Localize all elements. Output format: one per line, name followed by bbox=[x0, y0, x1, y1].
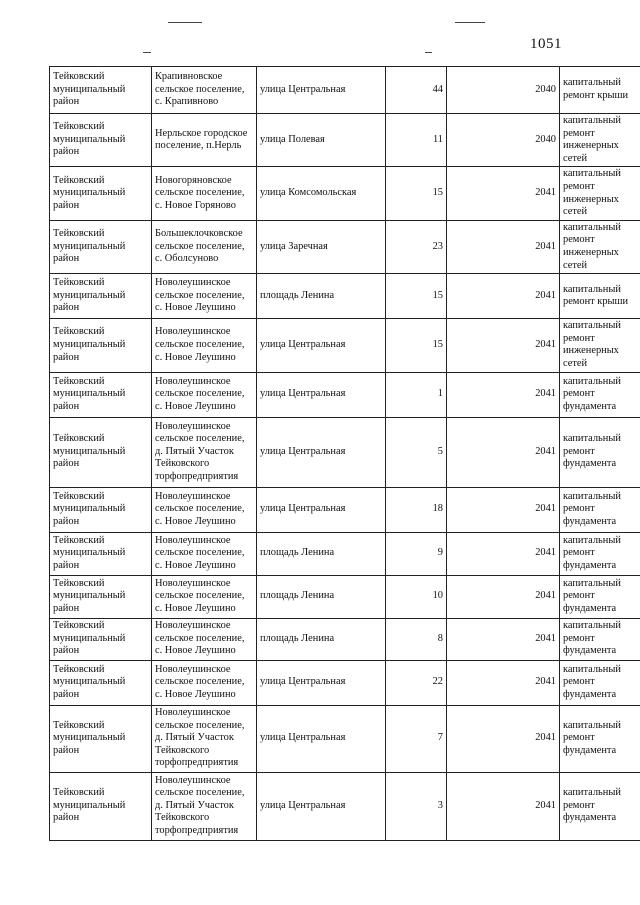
district-text: Тейковский муниципальный район bbox=[53, 326, 126, 363]
cell-settlement bbox=[152, 372, 257, 417]
work-text: капитальный ремонт инженерных сетей bbox=[563, 115, 621, 164]
cell-year bbox=[447, 575, 560, 618]
cell-settlement bbox=[152, 220, 257, 273]
cell-year bbox=[447, 487, 560, 532]
house-text: 22 bbox=[432, 676, 443, 688]
table-row bbox=[50, 772, 640, 840]
table-row bbox=[50, 114, 640, 167]
cell-district bbox=[50, 67, 152, 114]
street-text: улица Центральная bbox=[260, 676, 346, 688]
cell-street bbox=[257, 167, 386, 220]
year-text: 2040 bbox=[535, 133, 556, 145]
house-text: 23 bbox=[432, 240, 443, 252]
cell-year bbox=[447, 319, 560, 372]
cell-settlement bbox=[152, 575, 257, 618]
street-text: улица Центральная bbox=[260, 339, 346, 351]
cell-year bbox=[447, 772, 560, 840]
cell-year bbox=[447, 114, 560, 167]
cell-year bbox=[447, 660, 560, 705]
cell-work bbox=[560, 487, 640, 532]
cell-work bbox=[560, 372, 640, 417]
year-text: 2041 bbox=[535, 240, 556, 252]
cell-house bbox=[386, 660, 447, 705]
house-text: 8 bbox=[437, 632, 443, 644]
cell-house bbox=[386, 114, 447, 167]
cell-district bbox=[50, 532, 152, 575]
settlement-text: Новолеушинское сельское поселение, с. Новое Леушино bbox=[155, 490, 245, 527]
settlement-text: Новолеушинское сельское поселение, с. Новое Леушино bbox=[155, 277, 245, 314]
cell-street bbox=[257, 67, 386, 114]
cell-year bbox=[447, 618, 560, 660]
cell-street bbox=[257, 372, 386, 417]
table-row bbox=[50, 575, 640, 618]
settlement-text: Новолеушинское сельское поселение, д. Пятый Участок Тейковского торфопредприятия bbox=[155, 774, 245, 836]
cell-year bbox=[447, 167, 560, 220]
work-text: капитальный ремонт фундамента bbox=[563, 620, 621, 657]
cell-work bbox=[560, 772, 640, 840]
year-text: 2041 bbox=[535, 388, 556, 400]
cell-district bbox=[50, 705, 152, 772]
cell-street bbox=[257, 532, 386, 575]
cell-settlement bbox=[152, 114, 257, 167]
cell-settlement bbox=[152, 705, 257, 772]
cell-district bbox=[50, 114, 152, 167]
cell-work bbox=[560, 575, 640, 618]
cell-district bbox=[50, 575, 152, 618]
house-text: 9 bbox=[437, 547, 443, 559]
table-row bbox=[50, 167, 640, 220]
cell-settlement bbox=[152, 319, 257, 372]
cell-settlement bbox=[152, 660, 257, 705]
cell-work bbox=[560, 274, 640, 319]
scan-mark bbox=[425, 52, 432, 53]
table-row bbox=[50, 220, 640, 273]
settlement-text: Крапивновское сельское поселение, с. Крапивново bbox=[155, 71, 245, 108]
house-text: 7 bbox=[437, 732, 443, 744]
cell-street bbox=[257, 114, 386, 167]
street-text: улица Центральная bbox=[260, 388, 346, 400]
district-text: Тейковский муниципальный район bbox=[53, 490, 126, 527]
year-text: 2041 bbox=[535, 503, 556, 515]
table-row bbox=[50, 705, 640, 772]
work-text: капитальный ремонт фундамента bbox=[563, 490, 621, 527]
table-row bbox=[50, 417, 640, 487]
cell-house bbox=[386, 67, 447, 114]
cell-year bbox=[447, 532, 560, 575]
cell-house bbox=[386, 167, 447, 220]
housing-repair-table bbox=[49, 66, 640, 841]
cell-settlement bbox=[152, 167, 257, 220]
settlement-text: Новогоряновское сельское поселение, с. Новое Горяново bbox=[155, 174, 245, 211]
cell-year bbox=[447, 417, 560, 487]
street-text: улица Центральная bbox=[260, 503, 346, 515]
cell-settlement bbox=[152, 417, 257, 487]
table-body bbox=[50, 67, 640, 841]
cell-work bbox=[560, 167, 640, 220]
cell-work bbox=[560, 220, 640, 273]
district-text: Тейковский муниципальный район bbox=[53, 433, 126, 470]
year-text: 2041 bbox=[535, 732, 556, 744]
scan-mark bbox=[168, 22, 202, 23]
cell-work bbox=[560, 319, 640, 372]
cell-house bbox=[386, 220, 447, 273]
cell-settlement bbox=[152, 274, 257, 319]
house-text: 3 bbox=[437, 799, 443, 811]
cell-work bbox=[560, 532, 640, 575]
street-text: улица Полевая bbox=[260, 133, 325, 145]
cell-year bbox=[447, 372, 560, 417]
settlement-text: Новолеушинское сельское поселение, с. Новое Леушино bbox=[155, 534, 245, 571]
settlement-text: Новолеушинское сельское поселение, с. Новое Леушино bbox=[155, 663, 245, 700]
cell-district bbox=[50, 220, 152, 273]
district-text: Тейковский муниципальный район bbox=[53, 228, 126, 265]
settlement-text: Новолеушинское сельское поселение, с. Новое Леушино bbox=[155, 620, 245, 657]
cell-settlement bbox=[152, 487, 257, 532]
work-text: капитальный ремонт фундамента bbox=[563, 577, 621, 614]
scan-mark bbox=[455, 22, 485, 23]
cell-work bbox=[560, 618, 640, 660]
cell-house bbox=[386, 575, 447, 618]
street-text: улица Центральная bbox=[260, 445, 346, 457]
table-row bbox=[50, 372, 640, 417]
house-text: 15 bbox=[432, 339, 443, 351]
cell-work bbox=[560, 114, 640, 167]
cell-street bbox=[257, 660, 386, 705]
house-text: 1 bbox=[437, 388, 443, 400]
cell-street bbox=[257, 274, 386, 319]
cell-district bbox=[50, 167, 152, 220]
house-text: 11 bbox=[432, 133, 443, 145]
cell-house bbox=[386, 532, 447, 575]
work-text: капитальный ремонт крыши bbox=[563, 283, 629, 308]
work-text: капитальный ремонт фундамента bbox=[563, 719, 621, 756]
cell-year bbox=[447, 705, 560, 772]
cell-year bbox=[447, 274, 560, 319]
cell-district bbox=[50, 319, 152, 372]
house-text: 10 bbox=[432, 590, 443, 602]
year-text: 2040 bbox=[535, 83, 556, 95]
year-text: 2041 bbox=[535, 590, 556, 602]
table-row bbox=[50, 67, 640, 114]
district-text: Тейковский муниципальный район bbox=[53, 663, 126, 700]
year-text: 2041 bbox=[535, 547, 556, 559]
table-row bbox=[50, 660, 640, 705]
cell-work bbox=[560, 660, 640, 705]
page-number: 1051 bbox=[530, 36, 562, 52]
year-text: 2041 bbox=[535, 187, 556, 199]
cell-settlement bbox=[152, 532, 257, 575]
cell-street bbox=[257, 705, 386, 772]
district-text: Тейковский муниципальный район bbox=[53, 375, 126, 412]
cell-street bbox=[257, 575, 386, 618]
cell-settlement bbox=[152, 67, 257, 114]
year-text: 2041 bbox=[535, 799, 556, 811]
street-text: площадь Ленина bbox=[260, 547, 335, 559]
cell-street bbox=[257, 487, 386, 532]
house-text: 15 bbox=[432, 187, 443, 199]
cell-settlement bbox=[152, 618, 257, 660]
district-text: Тейковский муниципальный район bbox=[53, 534, 126, 571]
year-text: 2041 bbox=[535, 632, 556, 644]
street-text: улица Центральная bbox=[260, 732, 346, 744]
work-text: капитальный ремонт фундамента bbox=[563, 534, 621, 571]
district-text: Тейковский муниципальный район bbox=[53, 277, 126, 314]
street-text: улица Центральная bbox=[260, 799, 346, 811]
cell-house bbox=[386, 618, 447, 660]
street-text: улица Заречная bbox=[260, 240, 328, 252]
year-text: 2041 bbox=[535, 445, 556, 457]
cell-house bbox=[386, 487, 447, 532]
settlement-text: Новолеушинское сельское поселение, с. Новое Леушино bbox=[155, 326, 245, 363]
district-text: Тейковский муниципальный район bbox=[53, 174, 126, 211]
district-text: Тейковский муниципальный район bbox=[53, 121, 126, 158]
street-text: площадь Ленина bbox=[260, 632, 335, 644]
cell-district bbox=[50, 660, 152, 705]
cell-district bbox=[50, 772, 152, 840]
cell-street bbox=[257, 417, 386, 487]
work-text: капитальный ремонт инженерных сетей bbox=[563, 221, 621, 271]
table-row bbox=[50, 319, 640, 372]
work-text: капитальный ремонт фундамента bbox=[563, 663, 621, 700]
cell-house bbox=[386, 772, 447, 840]
cell-district bbox=[50, 274, 152, 319]
cell-house bbox=[386, 705, 447, 772]
settlement-text: Нерльское городское поселение, п.Нерль bbox=[155, 127, 248, 152]
district-text: Тейковский муниципальный район bbox=[53, 620, 126, 657]
district-text: Тейковский муниципальный район bbox=[53, 719, 126, 756]
scan-mark bbox=[143, 52, 151, 53]
house-text: 5 bbox=[437, 445, 443, 457]
street-text: улица Центральная bbox=[260, 83, 346, 95]
work-text: капитальный ремонт крыши bbox=[563, 77, 629, 101]
settlement-text: Новолеушинское сельское поселение, с. Новое Леушино bbox=[155, 577, 245, 614]
cell-district bbox=[50, 487, 152, 532]
cell-house bbox=[386, 274, 447, 319]
work-text: капитальный ремонт фундамента bbox=[563, 375, 621, 412]
cell-street bbox=[257, 618, 386, 660]
table-row bbox=[50, 274, 640, 319]
street-text: площадь Ленина bbox=[260, 590, 335, 602]
table-row bbox=[50, 618, 640, 660]
cell-work bbox=[560, 705, 640, 772]
district-text: Тейковский муниципальный район bbox=[53, 71, 126, 108]
settlement-text: Новолеушинское сельское поселение, с. Новое Леушино bbox=[155, 375, 245, 412]
district-text: Тейковский муниципальный район bbox=[53, 787, 126, 824]
year-text: 2041 bbox=[535, 289, 556, 301]
work-text: капитальный ремонт фундамента bbox=[563, 787, 621, 824]
settlement-text: Новолеушинское сельское поселение, д. Пятый Участок Тейковского торфопредприятия bbox=[155, 707, 245, 769]
work-text: капитальный ремонт фундамента bbox=[563, 433, 621, 470]
settlement-text: Большеклочковское сельское поселение, с. Оболсуново bbox=[155, 228, 245, 265]
cell-district bbox=[50, 618, 152, 660]
cell-street bbox=[257, 319, 386, 372]
year-text: 2041 bbox=[535, 676, 556, 688]
year-text: 2041 bbox=[535, 339, 556, 351]
cell-street bbox=[257, 220, 386, 273]
house-text: 15 bbox=[432, 289, 443, 301]
table-row bbox=[50, 532, 640, 575]
settlement-text: Новолеушинское сельское поселение, д. Пятый Участок Тейковского торфопредприятия bbox=[155, 420, 245, 482]
house-text: 44 bbox=[432, 83, 443, 95]
street-text: улица Комсомольская bbox=[260, 187, 357, 199]
house-text: 18 bbox=[432, 503, 443, 515]
street-text: площадь Ленина bbox=[260, 289, 335, 301]
cell-house bbox=[386, 319, 447, 372]
work-text: капитальный ремонт инженерных сетей bbox=[563, 168, 621, 218]
cell-district bbox=[50, 372, 152, 417]
cell-year bbox=[447, 220, 560, 273]
cell-street bbox=[257, 772, 386, 840]
cell-house bbox=[386, 417, 447, 487]
cell-year bbox=[447, 67, 560, 114]
cell-settlement bbox=[152, 772, 257, 840]
cell-work bbox=[560, 67, 640, 114]
table-row bbox=[50, 487, 640, 532]
district-text: Тейковский муниципальный район bbox=[53, 577, 126, 614]
cell-house bbox=[386, 372, 447, 417]
cell-work bbox=[560, 417, 640, 487]
work-text: капитальный ремонт инженерных сетей bbox=[563, 320, 621, 369]
cell-district bbox=[50, 417, 152, 487]
